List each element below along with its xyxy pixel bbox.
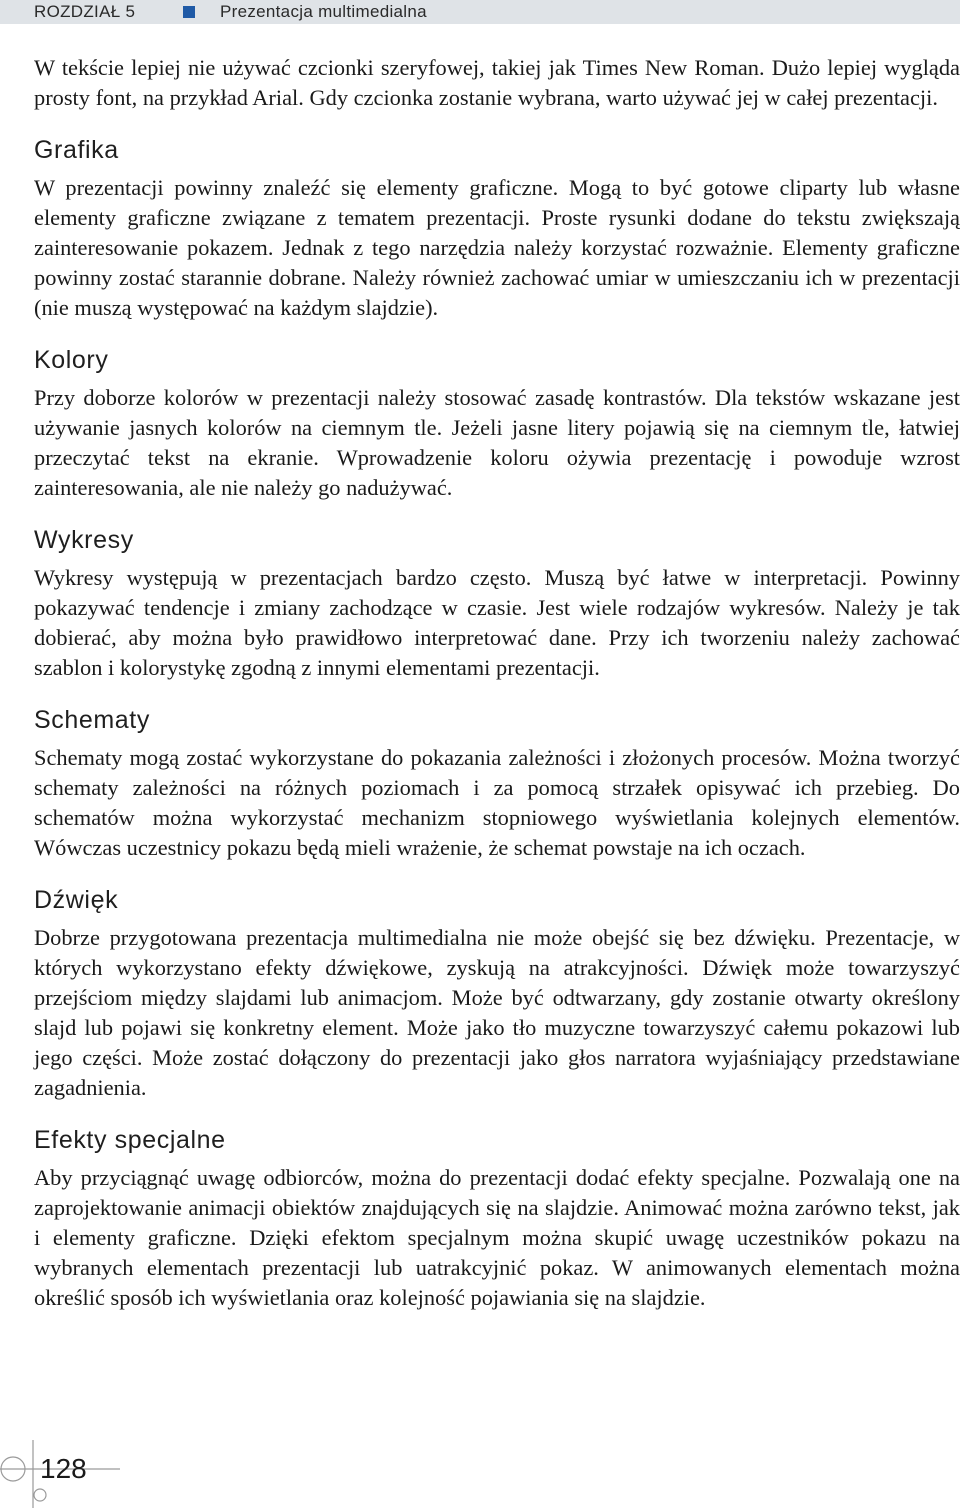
- paragraph-schematy: Schematy mogą zostać wykorzystane do pokazania zależności i złożonych procesów. Można tworzyć schematy zależności na różnych poziomach i za pomocą strzałek opisywać ich przebieg. Do schematów można wykorzystać mechanizm stopniowego wyświetlania kolejnych elementów. Wówczas uczestnicy pokazu będą mieli wrażenie, że schemat powstaje na ich oczach.: [34, 745, 960, 860]
- page-footer: [0, 1440, 120, 1508]
- page-number: 128: [40, 1453, 87, 1484]
- heading-schematy: Schematy: [34, 706, 150, 734]
- paragraph-efekty-specjalne: Aby przyciągnąć uwagę odbiorców, można do prezentacji dodać efekty specjalne. Pozwalają one na zaprojektowanie animacji obiektów znajdujących się na slajdzie. Animować można zarówno tekst, jak i elementy graficzne. Dzięki efektom specjalnym można skupić uwagę uczestników pokazu na wybranych elementach prezentacji lub uatrakcyjnić pokaz. W animowanych elementach można określić sposób ich wyświetlania oraz kolejność pojawiania się na slajdzie.: [34, 1165, 960, 1310]
- heading-grafika: Grafika: [34, 136, 119, 164]
- paragraph-kolory: Przy doborze kolorów w prezentacji należy stosować zasadę kontrastów. Dla tekstów wskazane jest używanie jasnych kolorów na ciemnym tle. Jeżeli jasne litery pojawią się na ciemnym tle, łatwiej przeczytać tekst na ekranie. Wprowadzenie koloru ożywia prezentację i powoduje wzrost zainteresowania, ale nie należy go nadużywać.: [34, 385, 960, 500]
- page-body: [34, 53, 960, 1313]
- paragraph-grafika: W prezentacji powinny znaleźć się elementy graficzne. Mogą to być gotowe cliparty lub własne elementy graficzne związane z tematem prezentacji. Proste rysunki dodane do tekstu zwiększają zainteresowanie pokazem. Jednak z tego narzędzia należy korzystać rozważnie. Elementy graficzne powinny zostać starannie dobrane. Należy również zachować umiar w umieszczaniu ich w prezentacji (nie muszą występować na każdym slajdzie).: [34, 175, 960, 320]
- heading-dzwiek: Dźwięk: [34, 886, 119, 914]
- intro-paragraph: W tekście lepiej nie używać czcionki szeryfowej, takiej jak Times New Roman. Dużo lepiej wygląda prosty font, na przykład Arial. Gdy czcionka zostanie wybrana, warto używać jej w całej prezentacji.: [34, 55, 960, 110]
- paragraph-wykresy: Wykresy występują w prezentacjach bardzo często. Muszą być łatwe w interpretacji. Powinny pokazywać tendencje i zmiany zachodzące w czasie. Jest wiele rodzajów wykresów. Należy je tak dobierać, aby można było prawidłowo interpretować dane. Przy ich tworzeniu należy zachować szablon i kolorystykę zgodną z innymi elementami prezentacji.: [34, 565, 960, 680]
- square-bullet-icon: [183, 6, 195, 18]
- heading-efekty-specjalne: Efekty specjalne: [34, 1126, 226, 1154]
- running-header: [0, 0, 960, 24]
- chapter-label: ROZDZIAŁ 5: [34, 2, 136, 21]
- paragraph-dzwiek: Dobrze przygotowana prezentacja multimedialna nie może obejść się bez dźwięku. Prezentacje, w których wykorzystano efekty dźwiękowe, zyskują na atrakcyjności. Dźwięk może towarzyszyć przejściom między slajdami lub animacjom. Może być odtwarzany, gdy zostanie otwarty określony slajd lub pojawi się konkretny element. Może jako tło muzyczne towarzyszyć całemu pokazowi lub jego części. Może zostać dołączony do prezentacji jako głos narratora wyjaśniający przedstawiane zagadnienia.: [34, 925, 960, 1100]
- heading-kolory: Kolory: [34, 346, 109, 374]
- heading-wykresy: Wykresy: [34, 526, 134, 554]
- section-label: Prezentacja multimedialna: [220, 2, 427, 21]
